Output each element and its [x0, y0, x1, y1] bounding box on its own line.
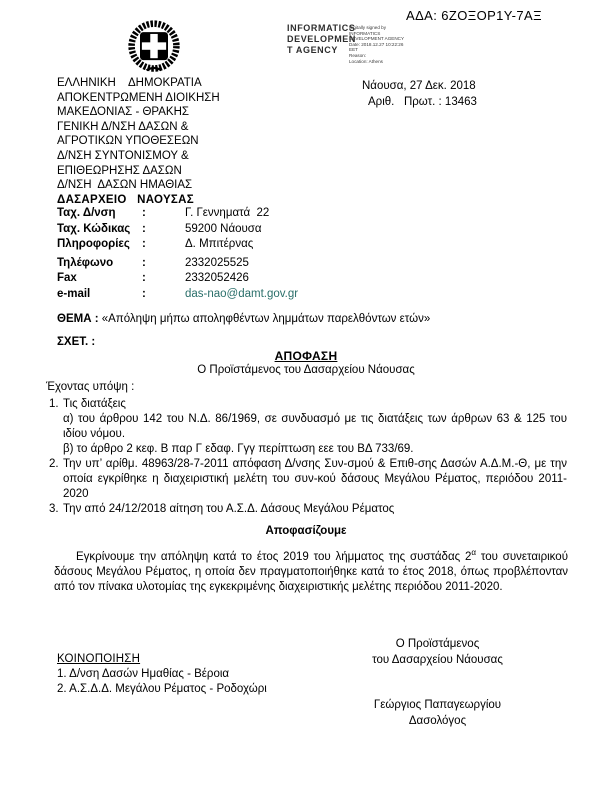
date-protocol-block	[362, 79, 477, 110]
contact-value: 2332052426	[185, 272, 249, 284]
stamp-agency-line: INFORMATICS	[287, 23, 356, 33]
consideration-item	[49, 502, 567, 517]
item-text: Την από 24/12/2018 αίτηση του Α.Σ.Δ. Δάσους Μεγάλου Ρέματος	[63, 503, 395, 515]
subject-text: «Απόληψη μήπω αποληφθέντων λημμάτων παρελθόντων ετών»	[101, 313, 431, 325]
sub-item-b: β) το άρθρο 2 κεφ. Β παρ Γ εδαφ. Γγγ περίπτωση εεε του ΒΔ 733/69.	[63, 443, 414, 455]
item-number: 2.	[49, 458, 59, 470]
operative-heading: Αποφασίζουμε	[265, 525, 347, 537]
item-number: 1.	[49, 398, 59, 410]
contact-row-address	[57, 206, 298, 222]
distribution-item: 1. Δ/νση Δασών Ημαθίας - Βέροια	[57, 668, 230, 681]
signatory-name-block	[325, 698, 550, 729]
authority-line: ΕΠΙΘΕΩΡΗΣΗΣ ΔΑΣΩΝ	[57, 164, 182, 177]
authority-line: Δ/ΝΣΗ ΣΥΝΤΟΝΙΣΜΟΥ &	[57, 149, 189, 162]
contact-label: e-mail	[57, 287, 91, 300]
contact-value: Γ. Γεννηματά 22	[185, 207, 270, 219]
ada-code: ΑΔΑ: 6ΖΟΞΟΡ1Υ-7ΑΞ	[406, 8, 542, 23]
signature-detail-line: EET	[349, 47, 358, 53]
superscript-alpha: α	[471, 548, 476, 557]
decision-title: ΑΠΟΦΑΣΗ	[274, 349, 338, 363]
contact-value: 59200 Νάουσα	[185, 222, 262, 235]
distribution-heading: ΚΟΙΝΟΠΟΙΗΣΗ	[57, 653, 141, 665]
contact-row-postal-code	[57, 222, 298, 238]
contact-colon: :	[142, 256, 146, 269]
contact-colon: :	[142, 222, 146, 235]
contact-colon: :	[142, 272, 146, 284]
subject-line	[57, 313, 569, 325]
operative-paragraph	[54, 545, 568, 595]
distribution-item: 2. Α.Σ.Δ.Δ. Μεγάλου Ρέματος - Ροδοχώρι	[57, 683, 267, 696]
authority-line: Δ/ΝΣΗ ΔΑΣΩΝ ΗΜΑΘΙΑΣ	[57, 179, 193, 192]
contact-info-table	[57, 206, 298, 302]
contact-label: Ταχ. Δ/νση	[57, 207, 116, 219]
contact-colon: :	[142, 207, 146, 219]
preamble-text: Έχοντας υπόψη :	[46, 381, 135, 393]
signatory-name: Γεώργιος Παπαγεωργίου	[373, 699, 502, 711]
contact-row-information	[57, 237, 298, 253]
contact-row-phone	[57, 256, 298, 272]
email-address: das-nao@damt.gov.gr	[185, 287, 299, 300]
considerations-list	[49, 397, 567, 517]
signature-detail-line: Location: Athens	[349, 58, 383, 64]
contact-colon: :	[142, 287, 146, 300]
signatory-title-line: του Δασαρχείου Νάουσας	[372, 653, 503, 666]
contact-label: Ταχ. Κώδικας	[57, 222, 131, 235]
contact-label: Πληροφορίες	[57, 238, 130, 250]
item-text: Την υπ’ αρίθμ. 48963/28-7-2011 απόφαση Δ/νσης Συν-σμού & Επιθ-σης Δασών Α.Δ.Μ.-Θ, με την οποία εγκρίθηκε η διαχειριστική μελέτη του συν-κού δάσους Μεγάλου Ρέματος, περιόδου 2011-2020	[63, 458, 567, 500]
related-label: ΣΧΕΤ. :	[57, 336, 96, 348]
distribution-list	[57, 652, 267, 698]
contact-row-email	[57, 287, 298, 303]
signatory-title-line: Ο Προϊστάμενος	[395, 638, 480, 650]
greek-coat-of-arms-icon	[126, 19, 182, 75]
issue-date: Νάουσα, 27 Δεκ. 2018	[362, 80, 476, 92]
sub-item-a: α) του άρθρου 142 του Ν.Δ. 86/1969, σε συνδυασμό με τις διατάξεις των άρθρων 63 & 125 του ιδίου νόμου.	[63, 413, 567, 440]
issuing-authority-block	[57, 76, 220, 207]
decision-subtitle: Ο Προϊστάμενος του Δασαρχείου Νάουσας	[197, 364, 415, 376]
authority-line: ΓΕΝΙΚΗ Δ/ΝΣΗ ΔΑΣΩΝ &	[57, 120, 189, 133]
contact-label: Τηλέφωνο	[57, 256, 114, 269]
operative-text: Εγκρίνουμε την απόληψη κατά το έτος 2019 του λήμματος της συστάδας 2	[76, 550, 472, 563]
operative-text: του συνεταιρικού δάσους Μεγάλου Ρέματος, η οποία δεν πραγματοποιήθηκε κατά το έτος 2018, όπως προβλέπονταν από τον πίνακα υλοτομίας της εγκεκριμένης διαχειριστικής μελέτης περιόδου 2011-2020.	[54, 550, 568, 594]
contact-row-fax	[57, 271, 298, 287]
subject-label: ΘΕΜΑ :	[57, 313, 99, 325]
item-number: 3.	[49, 503, 59, 515]
stamp-agency-line: T AGENCY	[287, 45, 338, 55]
item-text	[63, 397, 567, 457]
signature-detail-line: Reason:	[349, 52, 367, 58]
signature-detail-line: DEVELOPMENT AGENCY	[349, 36, 405, 42]
related-line	[57, 336, 95, 348]
item-text-line: Τις διατάξεις	[63, 398, 126, 410]
signature-detail-line: Date: 2018.12.27 10:22:26	[349, 41, 404, 47]
contact-value: Δ. Μπιτέρνας	[185, 238, 254, 250]
signature-detail-line: INFORMATICS	[349, 30, 381, 36]
signature-detail-line: Digitally signed by	[349, 25, 387, 30]
contact-label: Fax	[57, 272, 77, 284]
forest-office-name: ΔΑΣΑΡΧΕΙΟ ΝΑΟΥΣΑΣ	[57, 193, 194, 206]
signatory-profession: Δασολόγος	[408, 714, 467, 727]
stamp-agency-line: DEVELOPMEN	[287, 34, 357, 44]
authority-line: ΑΓΡΟΤΙΚΩΝ ΥΠΟΘΕΣΕΩΝ	[57, 135, 199, 148]
contact-value: 2332025525	[185, 256, 249, 269]
contact-colon: :	[142, 238, 146, 250]
digital-signature-details	[349, 25, 419, 64]
consideration-item	[49, 397, 567, 457]
protocol-number: Αριθ. Πρωτ. : 13463	[368, 95, 477, 108]
authority-line: ΜΑΚΕΔΟΝΙΑΣ - ΘΡΑΚΗΣ	[57, 106, 189, 119]
consideration-item	[49, 457, 567, 502]
authority-line: ΕΛΛΗΝΙΚΗ ΔΗΜΟΚΡΑΤΙΑ	[57, 77, 202, 89]
authority-line: ΑΠΟΚΕΝΤΡΩΜΕΝΗ ΔΙΟΙΚΗΣΗ	[57, 91, 220, 104]
signatory-title-block	[325, 637, 550, 668]
digital-signature-stamp-agency	[287, 23, 357, 56]
